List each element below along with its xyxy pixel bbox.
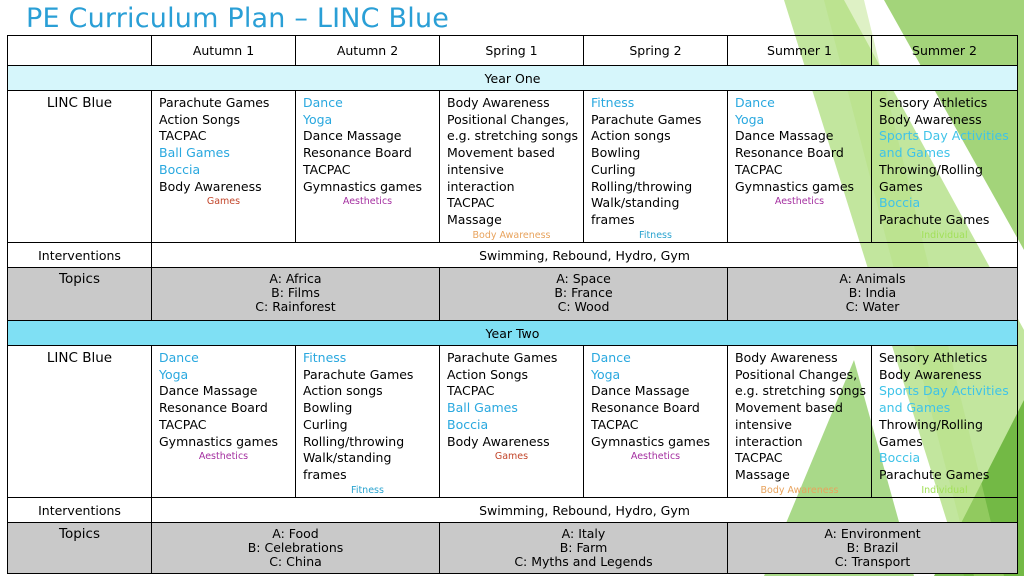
curriculum-table <box>7 35 1018 574</box>
activity-line: Movement based <box>735 400 843 416</box>
category-label: Aesthetics <box>630 451 681 463</box>
activity-line: Boccia <box>159 161 201 177</box>
topic-line: B: Films <box>271 285 320 300</box>
topics-label: Topics <box>8 523 152 574</box>
activity-line: TACPAC <box>735 161 783 177</box>
activity-line: Parachute Games <box>879 466 990 482</box>
activity-line: Massage <box>447 211 502 227</box>
activity-cell <box>152 91 296 243</box>
category-label: Games <box>494 451 529 463</box>
activity-line: Bowling <box>591 145 641 161</box>
activity-line: Curling <box>303 416 348 432</box>
year-one-topics-row <box>8 268 1018 321</box>
activity-line: Sports Day Activities <box>879 128 1009 144</box>
activity-line: Yoga <box>159 366 189 382</box>
year-one-row-label: LINC Blue <box>8 91 152 243</box>
activity-cell <box>152 346 296 498</box>
activity-line: and Games <box>879 145 951 161</box>
activity-line: Parachute Games <box>879 211 990 227</box>
activity-line: Massage <box>735 466 790 482</box>
activity-line: Walk/standing <box>303 450 392 466</box>
activity-line: Body Awareness <box>447 433 550 449</box>
activity-line: Sensory Athletics <box>879 350 988 365</box>
category-label: Fitness <box>639 229 672 241</box>
activity-cell <box>728 91 872 243</box>
activity-line: e.g. stretching songs <box>447 128 579 144</box>
activity-line: Dance <box>159 350 199 365</box>
header-summer-2: Summer 2 <box>872 36 1018 66</box>
interventions-value: Swimming, Rebound, Hydro, Gym <box>152 498 1018 523</box>
activity-cell <box>872 346 1018 498</box>
activity-line: interaction <box>735 433 803 449</box>
topics-cell <box>152 268 440 321</box>
topic-line: B: Celebrations <box>247 540 344 555</box>
activity-line: Curling <box>591 161 636 177</box>
activity-line: Dance Massage <box>735 128 834 144</box>
topics-cell <box>440 523 728 574</box>
activity-line: Parachute Games <box>447 350 558 365</box>
activity-line: Gymnastics games <box>159 433 279 449</box>
header-autumn-2: Autumn 2 <box>296 36 440 66</box>
category-label: Individual <box>921 484 968 496</box>
activity-line: Walk/standing <box>591 195 680 211</box>
activity-line: Body Awareness <box>159 178 262 194</box>
topic-line: C: China <box>269 554 322 569</box>
category-label: Aesthetics <box>342 196 393 208</box>
year-two-row-label: LINC Blue <box>8 346 152 498</box>
activity-cell <box>296 91 440 243</box>
activity-line: intensive <box>447 161 504 177</box>
activity-line: Action Songs <box>159 111 241 127</box>
topics-label: Topics <box>8 268 152 321</box>
activity-line: frames <box>303 466 347 482</box>
category-label: Body Awareness <box>760 484 839 496</box>
activity-line: TACPAC <box>447 195 495 211</box>
topics-cell <box>728 268 1018 321</box>
year-one-interventions-row <box>8 243 1018 268</box>
header-summer-1: Summer 1 <box>728 36 872 66</box>
activity-line: Resonance Board <box>591 400 700 416</box>
activity-line: Throwing/Rolling <box>879 416 983 432</box>
activity-line: TACPAC <box>735 450 783 466</box>
activity-line: Action songs <box>303 383 383 399</box>
topics-cell <box>152 523 440 574</box>
activity-line: Body Awareness <box>447 95 550 110</box>
activity-line: intensive <box>735 416 792 432</box>
year-two-topics-row <box>8 523 1018 574</box>
activity-line: Gymnastics games <box>303 178 423 194</box>
activity-line: Yoga <box>591 366 621 382</box>
category-label: Body Awareness <box>472 229 551 241</box>
topic-line: B: India <box>848 285 897 300</box>
header-blank <box>8 36 152 66</box>
activity-cell <box>728 346 872 498</box>
activity-line: Sports Day Activities <box>879 383 1009 399</box>
topic-line: A: Environment <box>824 526 921 541</box>
activity-line: Gymnastics games <box>591 433 711 449</box>
year-two-activities-row <box>8 346 1018 498</box>
activity-line: Rolling/throwing <box>303 433 405 449</box>
header-spring-1: Spring 1 <box>440 36 584 66</box>
activity-cell <box>872 91 1018 243</box>
activity-line: Dance <box>735 95 775 110</box>
year-one-row <box>8 66 1018 91</box>
activity-line: Yoga <box>735 111 765 127</box>
topic-line: A: Animals <box>839 271 906 286</box>
activity-line: Resonance Board <box>303 145 412 161</box>
category-label: Fitness <box>351 484 384 496</box>
page-title: PE Curriculum Plan – LINC Blue <box>26 3 450 34</box>
header-autumn-1: Autumn 1 <box>152 36 296 66</box>
activity-line: Resonance Board <box>735 145 844 161</box>
activity-line: TACPAC <box>303 161 351 177</box>
activity-line: Rolling/throwing <box>591 178 693 194</box>
activity-cell <box>440 346 584 498</box>
category-label: Individual <box>921 229 968 241</box>
year-two-row <box>8 321 1018 346</box>
activity-line: Body Awareness <box>735 350 838 365</box>
header-row <box>8 36 1018 66</box>
activity-line: TACPAC <box>159 128 207 144</box>
activity-line: Positional Changes, <box>447 111 570 127</box>
activity-line: frames <box>591 211 635 227</box>
topic-line: C: Rainforest <box>255 299 336 314</box>
activity-line: Boccia <box>879 195 921 211</box>
activity-line: Dance Massage <box>159 383 258 399</box>
activity-line: Action Songs <box>447 366 529 382</box>
activity-line: Gymnastics games <box>735 178 855 194</box>
category-label: Games <box>206 196 241 208</box>
topic-line: C: Myths and Legends <box>514 554 653 569</box>
year-two-label: Year Two <box>8 321 1018 346</box>
activity-line: TACPAC <box>591 416 639 432</box>
topic-line: B: Farm <box>559 540 608 555</box>
topic-line: C: Wood <box>557 299 610 314</box>
activity-line: Ball Games <box>159 145 230 161</box>
activity-line: Fitness <box>591 95 635 110</box>
activity-line: Dance <box>303 95 343 110</box>
interventions-label: Interventions <box>8 243 152 268</box>
year-one-label: Year One <box>8 66 1018 91</box>
topic-line: A: Africa <box>269 271 322 286</box>
year-two-interventions-row <box>8 498 1018 523</box>
category-label: Aesthetics <box>774 196 825 208</box>
activity-line: Movement based <box>447 145 555 161</box>
activity-line: interaction <box>447 178 515 194</box>
activity-line: Boccia <box>447 416 489 432</box>
activity-cell <box>584 91 728 243</box>
activity-line: Fitness <box>303 350 347 365</box>
topic-line: A: Space <box>556 271 611 286</box>
topics-cell <box>440 268 728 321</box>
activity-cell <box>584 346 728 498</box>
activity-line: Throwing/Rolling <box>879 161 983 177</box>
activity-line: Body Awareness <box>879 111 982 127</box>
activity-line: Bowling <box>303 400 353 416</box>
activity-line: Games <box>879 178 923 194</box>
activity-line: Ball Games <box>447 400 518 416</box>
activity-line: Resonance Board <box>159 400 268 416</box>
topics-cell <box>728 523 1018 574</box>
activity-line: Yoga <box>303 111 333 127</box>
activity-line: Dance <box>591 350 631 365</box>
activity-line: Dance Massage <box>591 383 690 399</box>
activity-line: Boccia <box>879 450 921 466</box>
activity-line: Dance Massage <box>303 128 402 144</box>
topic-line: C: Water <box>845 299 900 314</box>
activity-cell <box>296 346 440 498</box>
topic-line: C: Transport <box>834 554 911 569</box>
activity-line: Parachute Games <box>159 95 270 110</box>
topic-line: A: Italy <box>561 526 606 541</box>
header-spring-2: Spring 2 <box>584 36 728 66</box>
interventions-label: Interventions <box>8 498 152 523</box>
topic-line: B: France <box>554 285 613 300</box>
topic-line: A: Food <box>272 526 319 541</box>
activity-line: e.g. stretching songs <box>735 383 867 399</box>
activity-line: Positional Changes, <box>735 366 858 382</box>
activity-line: Action songs <box>591 128 671 144</box>
interventions-value: Swimming, Rebound, Hydro, Gym <box>152 243 1018 268</box>
activity-line: Parachute Games <box>303 366 414 382</box>
activity-line: and Games <box>879 400 951 416</box>
activity-cell <box>440 91 584 243</box>
year-one-activities-row <box>8 91 1018 243</box>
category-label: Aesthetics <box>198 451 249 463</box>
activity-line: TACPAC <box>447 383 495 399</box>
topic-line: B: Brazil <box>846 540 899 555</box>
activity-line: Parachute Games <box>591 111 702 127</box>
activity-line: Sensory Athletics <box>879 95 988 110</box>
activity-line: TACPAC <box>159 416 207 432</box>
activity-line: Games <box>879 433 923 449</box>
activity-line: Body Awareness <box>879 366 982 382</box>
